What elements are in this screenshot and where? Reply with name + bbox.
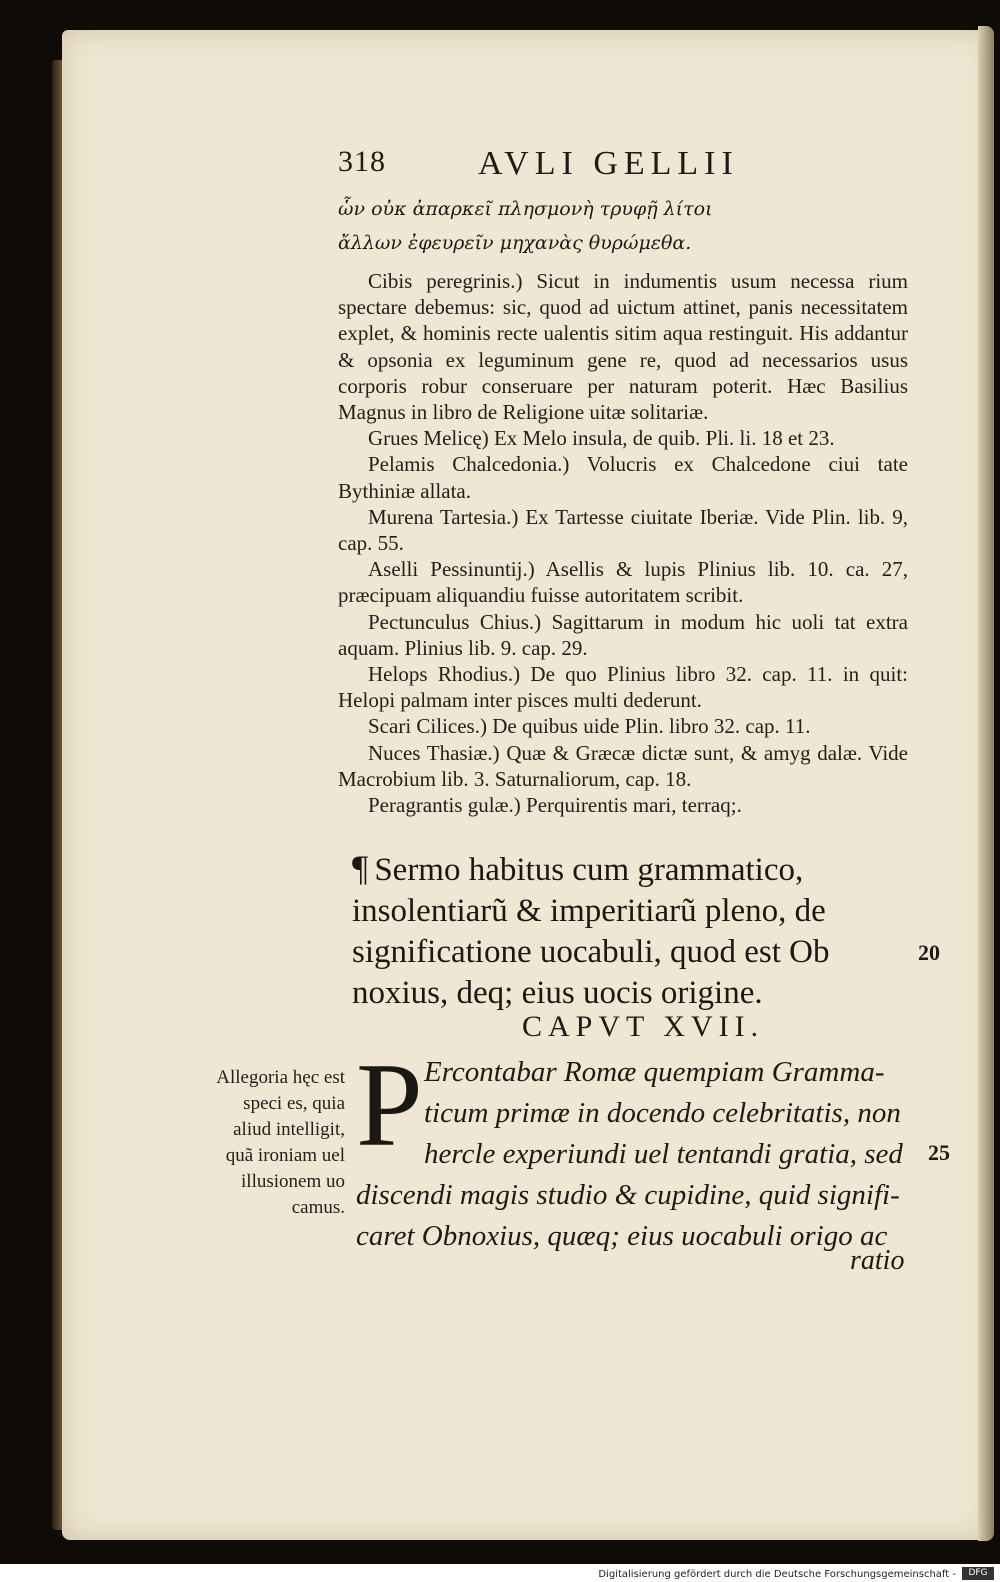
main-text	[356, 1038, 916, 1257]
funding-credit: Digitalisierung gefördert durch die Deutsche Forschungsgemeinschaft -	[598, 1569, 956, 1580]
greek-verse-line: ἄλλων ἐφευρεῖν μηχανὰς θυρώμεθα.	[338, 232, 692, 254]
note-paragraph: Helops Rhodius.) De quo Plinius libro 32. cap. 11. in quit: Helopi palmam inter pisces multi dederunt.	[338, 662, 908, 713]
text-line: hercle experiundi uel tentandi gratia, sed	[424, 1138, 903, 1170]
chapter-summary-heading	[352, 848, 932, 1014]
line-number-margin: 25	[928, 1140, 950, 1165]
note-paragraph: Scari Cilices.) De quibus uide Plin. libro 32. cap. 11.	[368, 714, 811, 739]
text-line: caret Obnoxius, quæq; eius uocabuli origo ac	[356, 1220, 888, 1252]
chapter-title: CAPVT XVII.	[522, 1010, 765, 1043]
page-header	[338, 145, 758, 187]
note-paragraph: Aselli Pessinuntij.) Asellis & lupis Plinius lib. 10. ca. 27, præcipuam aliquandiu fuisse autoritatem scribit.	[338, 557, 908, 608]
marginal-note: Allegoria hęc est speci es, quia aliud intelligit, quã ironiam uel illusionem uo camus.	[216, 1067, 345, 1218]
page-fore-edge	[978, 26, 994, 1541]
line-number-margin: 20	[918, 940, 940, 965]
note-paragraph: Nuces Thasiæ.) Quæ & Græcæ dictæ sunt, & amyg dalæ. Vide Macrobium lib. 3. Saturnaliorum, cap. 18.	[338, 740, 908, 791]
text-line: Ercontabar Romæ quempiam Gramma-	[424, 1056, 885, 1088]
catchword: ratio	[850, 1245, 905, 1276]
dfg-logo: DFG	[962, 1567, 994, 1580]
heading-text: Sermo habitus cum grammatico, insolentiarũ & imperitiarũ pleno, de significatione uocabuli, quod est Ob noxius, deq; eius uocis origine.	[352, 852, 830, 1011]
greek-verse-line: ὧν οὐκ ἀπαρκεῖ πλησμονὴ τρυφῇ λίτοι	[338, 198, 713, 220]
drop-capital: P	[356, 1038, 423, 1171]
note-paragraph: Peragrantis gulæ.) Perquirentis mari, terraq;.	[368, 793, 742, 818]
note-paragraph: Cibis peregrinis.) Sicut in indumentis usum necessa rium spectare debemus: sic, quod ad uictum attinet, panis necessitatem explet, & hominis recte ualentis sitim aqua restinguit. His addantur & opsonia ex leguminum gene re, quod ad necessarios usus corporis robur conseruare per naturam poterit. Hæc Basilius Magnus in libro de Religione uitæ solitariæ.	[338, 269, 908, 425]
note-paragraph: Grues Melicę) Ex Melo insula, de quib. Pli. li. 18 et 23.	[368, 426, 835, 451]
digitization-footer	[0, 1564, 1000, 1582]
text-line: discendi magis studio & cupidine, quid signifi-	[356, 1179, 900, 1211]
pilcrow-icon: ¶	[352, 848, 369, 888]
running-head: AVLI GELLII	[478, 145, 739, 182]
text-line: ticum primæ in docendo celebritatis, non	[424, 1097, 901, 1129]
note-paragraph: Pectunculus Chius.) Sagittarum in modum hic uoli tat extra aquam. Plinius lib. 9. cap. 29.	[338, 609, 908, 660]
note-paragraph: Murena Tartesia.) Ex Tartesse ciuitate Iberiæ. Vide Plin. lib. 9, cap. 55.	[338, 504, 908, 556]
note-paragraph: Pelamis Chalcedonia.) Volucris ex Chalcedone ciui tate Bythiniæ allata.	[338, 452, 908, 503]
page-number: 318	[338, 145, 386, 178]
commentary-notes	[338, 268, 908, 818]
